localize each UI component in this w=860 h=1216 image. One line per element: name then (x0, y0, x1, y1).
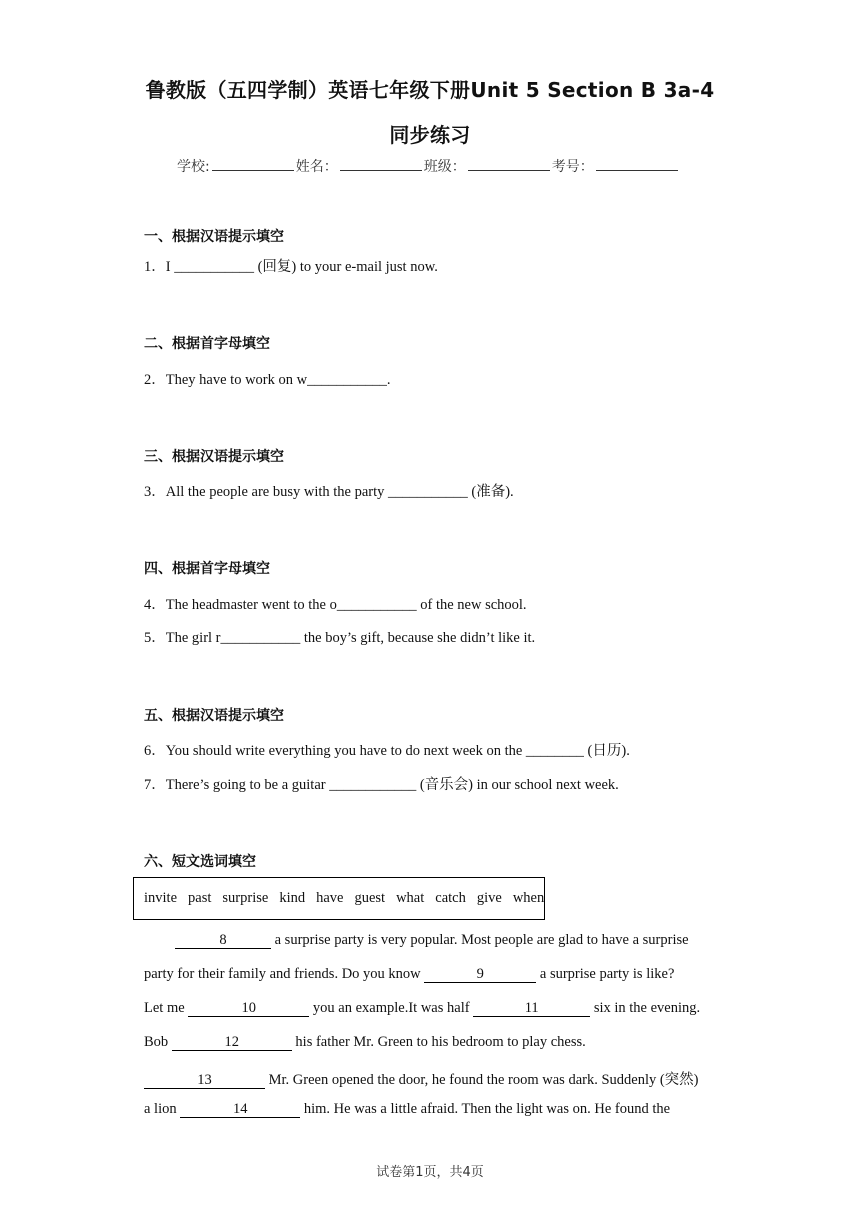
section-1-heading: 一、根据汉语提示填空 (144, 229, 284, 245)
question-2: 2．They have to work on w___________. (144, 372, 391, 388)
word-bank-item: catch (435, 890, 466, 906)
blank-14[interactable]: 14 (180, 1102, 300, 1118)
passage-text: party for their family and friends. Do you know (144, 966, 425, 982)
word-bank-item: when (512, 890, 545, 906)
name-label: 姓名： (295, 159, 338, 175)
word-bank-item: guest (354, 890, 386, 906)
word-bank-item: what (396, 890, 425, 906)
word-bank-item: past (188, 890, 212, 906)
school-blank[interactable] (212, 156, 294, 171)
question-7: 7．There’s going to be a guitar ____________ (音乐会) in our school next week. (144, 777, 619, 793)
word-bank-item: give (476, 890, 502, 906)
word-bank-box (133, 877, 545, 920)
exam-no-blank[interactable] (596, 156, 678, 171)
passage-text: his father Mr. Green to his bedroom to play chess. (291, 1034, 586, 1050)
blank-9[interactable]: 9 (424, 967, 536, 983)
passage-text: a lion (144, 1101, 181, 1117)
blank-13[interactable]: 13 (144, 1073, 265, 1089)
blank-12[interactable]: 12 (172, 1035, 292, 1051)
blank-8[interactable]: 8 (175, 933, 271, 949)
passage-line-2 (144, 966, 674, 983)
word-bank-item: kind (279, 890, 306, 906)
passage-text: him. He was a little afraid. Then the light was on. He found the (300, 1101, 671, 1117)
passage-line-1 (175, 932, 689, 949)
word-bank-item: surprise (222, 890, 269, 906)
section-4-heading: 四、根据首字母填空 (144, 561, 270, 577)
question-5: 5．The girl r___________ the boy’s gift, because she didn’t like it. (144, 630, 536, 646)
class-blank[interactable] (468, 156, 550, 171)
page-footer: 试卷第1页，共4页 (376, 1165, 484, 1180)
section-3-heading: 三、根据汉语提示填空 (144, 449, 284, 465)
section-2-heading: 二、根据首字母填空 (144, 336, 270, 352)
passage-line-6 (144, 1101, 670, 1118)
page-subtitle: 同步练习 (389, 123, 471, 147)
page-title: 鲁教版（五四学制）英语七年级下册Unit 5 Section B 3a-4 (145, 78, 715, 102)
exam-no-label: 考号： (551, 159, 594, 175)
school-label: 学校: (177, 159, 210, 175)
question-1: 1．I ___________ (回复) to your e-mail just now. (144, 259, 438, 275)
word-bank-item: invite (144, 890, 178, 906)
passage-line-4 (144, 1034, 586, 1051)
passage-text: a surprise party is very popular. Most people are glad to have a surprise (271, 932, 689, 948)
passage-text: Mr. Green opened the door, he found the room was dark. Suddenly (突然) (265, 1072, 699, 1088)
blank-11[interactable]: 11 (473, 1001, 590, 1017)
class-label: 班级： (423, 159, 466, 175)
passage-text: six in the evening. (590, 1000, 701, 1016)
passage-text: you an example.It was half (309, 1000, 474, 1016)
blank-10[interactable]: 10 (188, 1001, 309, 1017)
passage-text: a surprise party is like? (536, 966, 675, 982)
word-bank-item: have (316, 890, 344, 906)
question-6: 6．You should write everything you have to do next week on the ________ (日历). (144, 743, 630, 759)
question-4: 4．The headmaster went to the o___________ of the new school. (144, 597, 527, 613)
passage-line-3 (144, 1000, 700, 1017)
passage-text: Bob (144, 1034, 172, 1050)
passage-line-5 (144, 1068, 699, 1089)
section-5-heading: 五、根据汉语提示填空 (144, 708, 284, 724)
section-6-heading: 六、短文选词填空 (144, 854, 256, 870)
passage-text: Let me (144, 1000, 189, 1016)
question-3: 3．All the people are busy with the party ___________ (准备). (144, 484, 514, 500)
name-blank[interactable] (340, 156, 422, 171)
student-info-line (177, 156, 680, 176)
